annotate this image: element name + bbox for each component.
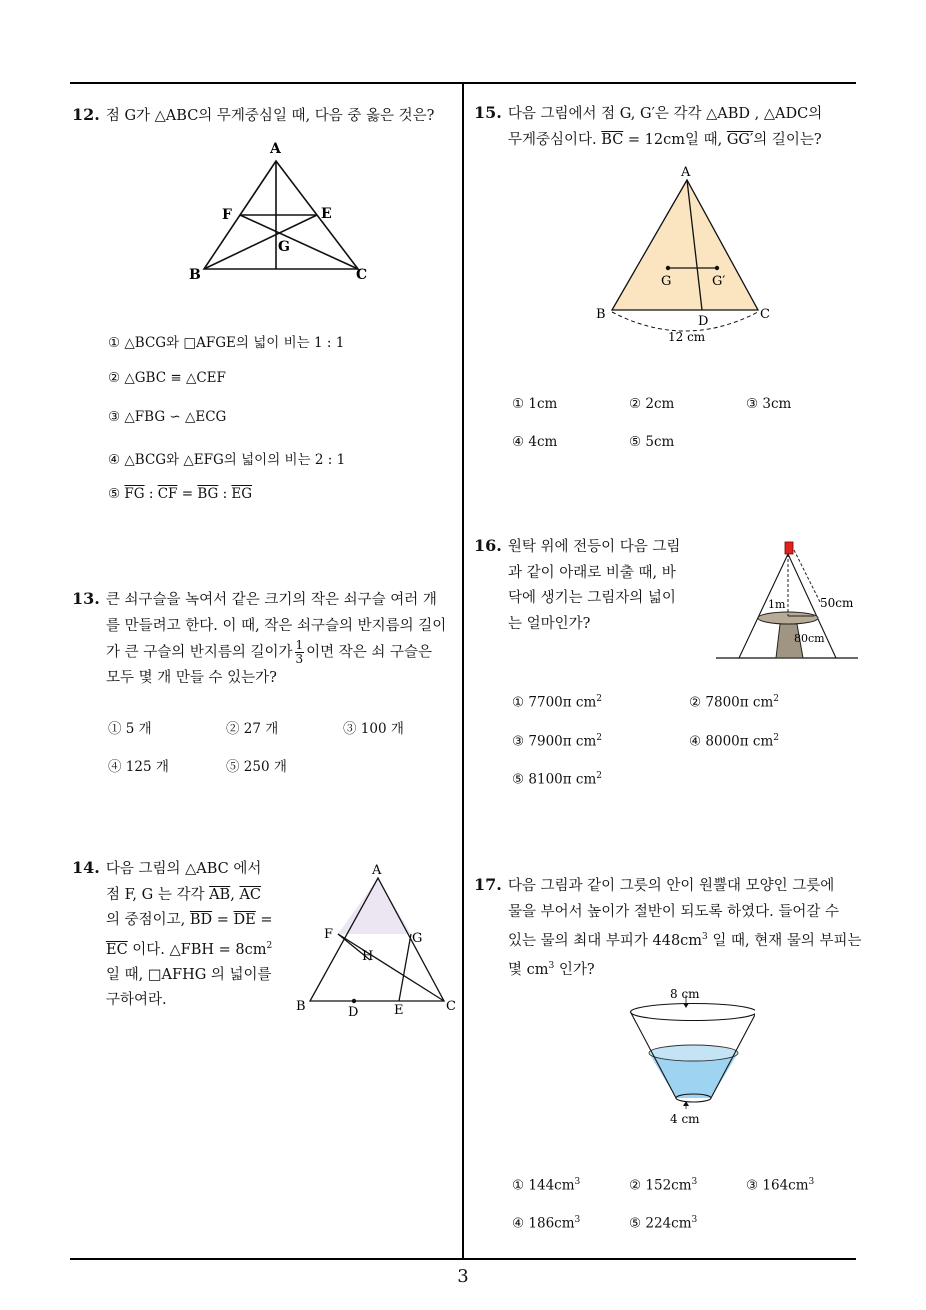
question-15-stem: 15. 다음 그림에서 점 G, G′은 각각 △ABD , △ADC의 무게중심이다. $\overline{BC} = 12cm$일 때, GG′의 길이는? [474,103,823,148]
radius-label: 50cm [820,596,854,610]
q12-option-1[interactable]: ① △BCG와 □AFGE의 넓이 비는 1 : 1 [108,335,345,351]
table-height-label: 80cm [794,632,825,645]
label-e: E [394,1003,404,1018]
q16-option-5[interactable]: ⑤ 8100π $cm^2$ [512,771,603,788]
q15-option-4[interactable]: ④ 4cm [512,434,558,450]
label-d: D [348,1005,359,1020]
label-b: B [296,999,306,1014]
label-c: C [760,307,770,322]
q14-triangle-figure [290,858,465,1026]
q13-option-3[interactable]: ③ 100 개 [343,721,404,737]
label-b: B [189,267,201,283]
question-number: 14. [72,858,100,877]
length-label: 12 cm [668,330,706,344]
label-g: G [278,239,290,255]
q15-triangle-figure [590,160,785,350]
question-13-stem: 13. 큰 쇠구슬을 녹여서 같은 크기의 작은 쇠구슬 여러 개 를 만들려고 한다. 이 때, 작은 쇠구슬의 반지름의 길이 가 큰 구슬의 반지름의 길이가 $\frac{1}{3}$ 이면 작은 쇠 구슬은 모두 몇 개 만들 수 있는가? [72,589,447,686]
label-h: H [362,949,374,964]
q16-option-2[interactable]: ② 7800π $cm^2$ [689,694,780,711]
question-number: 12. [72,105,100,124]
q12-triangle-figure [180,135,380,285]
q17-option-3[interactable]: ③ $164cm^3$ [746,1177,815,1194]
q15-option-1[interactable]: ① 1cm [512,396,558,412]
label-c: C [356,267,368,283]
bottom-radius-label: 4 cm [670,1112,700,1126]
question-16-stem: 16. 원탁 위에 전등이 다음 그림 과 같이 아래로 비출 때, 바 닥에 생기는 그림자의 넓이 는 얼마인가? [474,536,681,632]
q15-option-3[interactable]: ③ 3cm [746,396,792,412]
top-radius-label: 8 cm [670,987,700,1001]
label-g: G [412,931,423,946]
page-number: 3 [457,1266,469,1287]
label-d: D [698,314,709,329]
label-a: A [270,141,281,157]
question-number: 16. [474,536,502,555]
q16-option-3[interactable]: ③ 7900π $cm^2$ [512,733,603,750]
q13-option-4[interactable]: ④ 125 개 [108,759,169,775]
q15-option-2[interactable]: ② 2cm [629,396,675,412]
q16-option-4[interactable]: ④ 8000π $cm^2$ [689,733,780,750]
label-c: C [446,999,456,1014]
label-g-prime: G′ [712,274,726,289]
label-f: F [222,207,232,223]
column-divider [462,82,464,1259]
question-number: 13. [72,589,100,608]
q16-lamp-figure [716,538,861,663]
q15-option-5[interactable]: ⑤ 5cm [629,434,675,450]
q16-option-1[interactable]: ① 7700π $cm^2$ [512,694,603,711]
question-12-stem: 12. 점 G가 △ABC의 무게중심일 때, 다음 중 옳은 것은? [72,105,435,124]
question-number: 17. [474,875,502,894]
q17-option-1[interactable]: ① $144cm^3$ [512,1177,581,1194]
q17-option-4[interactable]: ④ $186cm^3$ [512,1215,581,1232]
q17-bowl-figure [620,985,755,1130]
label-e: E [321,206,332,222]
question-number: 15. [474,103,502,122]
q12-option-4[interactable]: ④ △BCG와 △EFG의 넓이의 비는 2 : 1 [108,452,346,468]
question-17-stem: 17. 다음 그림과 같이 그릇의 안이 원뿔대 모양인 그릇에 물을 부어서 높이가 절반이 되도록 하였다. 들어갈 수 있는 물의 최대 부피가 $448cm^3$ 일 때, 현재 물의 부피는 몇 $cm^3$ 인가? [474,875,862,979]
fraction: $\frac{1}{3}$ [295,638,304,666]
q13-option-5[interactable]: ⑤ 250 개 [226,759,287,775]
q17-option-5[interactable]: ⑤ $224cm^3$ [629,1215,698,1232]
q12-option-5[interactable]: ⑤ $\overline{FG}$ : $\overline{CF} = \overline{BG}$ : $\overline{EG}$ [108,486,253,502]
label-a: A [681,165,691,180]
label-b: B [596,307,606,322]
label-g: G [661,274,672,289]
question-14-stem: 14. 다음 그림의 △ABC 에서 점 F, G 는 각각 $\overline{AB}$, $\overline{AC}$ 의 중점이고, $\overline{BD} = \overline{DE}$ = $\overline{EC}$ 이다. △FBH = $8cm^2$ 일 때, □AFHG 의 넓이를 구하여라. [72,858,273,1009]
q13-option-2[interactable]: ② 27 개 [226,721,279,737]
label-a: A [372,863,382,878]
label-f: F [324,927,334,942]
q13-option-1[interactable]: ① 5 개 [108,721,152,737]
q12-option-3[interactable]: ③ △FBG ∽ △ECG [108,409,227,425]
q12-option-2[interactable]: ② △GBC ≡ △CEF [108,370,226,386]
height-label: 1m [768,598,786,611]
q17-option-2[interactable]: ② $152cm^3$ [629,1177,698,1194]
